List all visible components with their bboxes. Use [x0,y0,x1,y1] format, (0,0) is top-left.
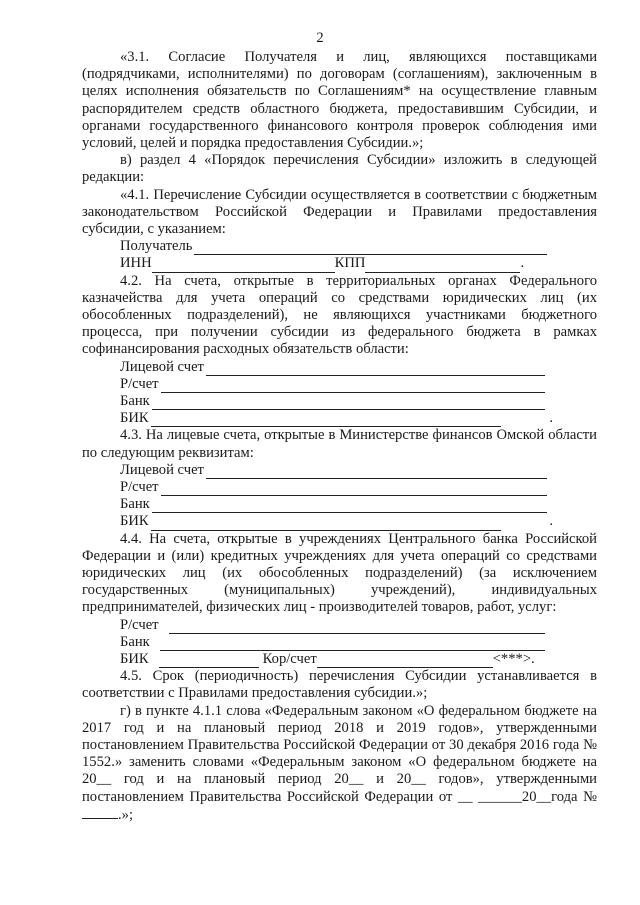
rs-field-2: Р/счет [82,479,597,496]
account-field-2: Лицевой счет [82,462,597,479]
bik-field-1: БИК . [120,410,553,427]
recipient-label: Получатель [120,238,193,255]
paragraph-g: г) в пункте 4.1.1 слова «Федеральным законом «О федеральном бюджете на 2017 год и на плановый период 2018 и 2019 годов», утвержденными постановлением Правительства Российской Федерации от 30 декабря 2016 года № 1552.» заменить словами «Федеральным законом «О федеральном бюджете на 20__ год и на плановый период 20__ и 20__ годов», утвержденными постановлением Правительства Российской Федерации от __ ______20__года № .»; [82,702,597,823]
rs-field-1: Р/счет [82,376,597,393]
bank-field-1: Банк [82,393,597,410]
paragraph-v: в) раздел 4 «Порядок перечисления Субсидии» изложить в следующей редакции: [82,152,597,186]
paragraph-4-3: 4.3. На лицевые счета, открытые в Министерстве финансов Омской области по следующим реквизитам: [82,427,597,461]
paragraph-4-4: 4.4. На счета, открытые в учреждениях Центрального банка Российской Федерации и (или) кредитных учреждениях для учета операций со средствами юридических лиц (их обособленных подразделений) (за исключением государственных (муниципальных) учреждений), индивидуальных предпринимателей, физических лиц - производителей товаров, работ, услуг: [82,530,597,616]
account-field-1: Лицевой счет [82,359,597,376]
bank-field-2: Банк [82,496,597,513]
paragraph-4-1: «4.1. Перечисление Субсидии осуществляется в соответствии с бюджетным законодательством Российской Федерации и Правилами предоставления субсидии, с указанием: [82,186,597,238]
inn-kpp-field: ИНН КПП . [120,255,525,272]
paragraph-4-2: 4.2. На счета, открытые в территориальных органах Федерального казначейства для учета операций со средствами юридических лиц (их обособленных подразделений), не являющихся участниками бюджетного процесса, при получении субсидии из федерального бюджета в рамках софинансирования расходных обязательств области: [82,272,597,358]
bik-field-2: БИК . [120,513,553,530]
rs-field-3: Р/счет [82,617,597,634]
document-body [82,49,597,824]
inn-label: ИНН [120,255,152,272]
kpp-label: КПП [334,255,366,272]
bik-kor-field: БИК Кор/счет <***>. [120,650,535,667]
recipient-field [82,238,597,255]
paragraph-3-1: «3.1. Согласие Получателя и лиц, являющихся поставщиками (подрядчиками, исполнителями) по договорам (соглашениям), заключенным в целях исполнения обязательств по Соглашениям* на осуществление главным распорядителем средств областного бюджета, предоставившим Субсидии, и органами государственного финансового контроля проверок соблюдения ими условий, целей и порядка предоставления Субсидии.»; [82,49,597,152]
footnote-marker: <***>. [492,650,535,667]
paragraph-4-5: 4.5. Срок (периодичность) перечисления Субсидии устанавливается в соответствии с Правилами предоставления субсидии.»; [82,668,597,702]
bank-field-3: Банк [82,634,597,651]
page-number: 2 [316,30,324,46]
